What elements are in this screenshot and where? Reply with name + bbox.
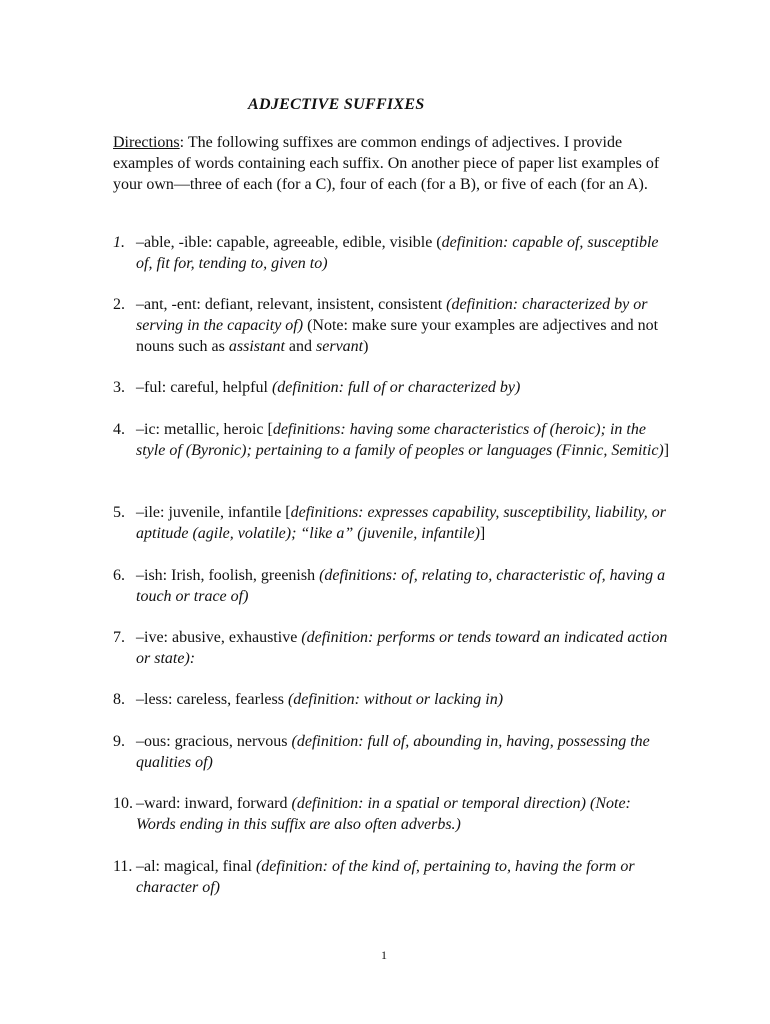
item-note-word-2: servant — [316, 338, 364, 355]
item-definition: (definition: performs or tends toward an indicated action or state): — [136, 629, 668, 667]
list-item-4 — [113, 419, 673, 461]
item-after: ] — [663, 442, 670, 459]
item-number: 8. — [113, 691, 125, 708]
item-definition: definitions: expresses capability, susceptibility, liability, or aptitude (agile, volatile); “like a” (juvenile, infantile) — [136, 504, 666, 542]
item-number: 10. — [113, 795, 133, 812]
item-definition: (definitions: of, relating to, characteristic of, having a touch or trace of) — [136, 567, 666, 605]
item-number: 7. — [113, 629, 125, 646]
item-definition: (definition: of the kind of, pertaining to, having the form or character of) — [136, 858, 635, 896]
item-definition: definition: capable of, susceptible of, fit for, tending to, given to) — [136, 234, 659, 272]
item-text: –able, -ible: capable, agreeable, edible, visible ( — [136, 234, 442, 251]
directions-text: : The following suffixes are common endings of adjectives. I provide examples of words containing each suffix. On another piece of paper list examples of your own—three of each (for a C), four of each (for a B), or five of each (for an A). — [113, 134, 660, 193]
item-definition: (definition: in a spatial or temporal direction) (Note: Words ending in this suffix are also often adverbs.) — [136, 795, 631, 833]
item-text: –ic: metallic, heroic [ — [136, 421, 273, 438]
list-item-10 — [113, 793, 673, 835]
item-number: 4. — [113, 421, 125, 438]
item-number: 9. — [113, 733, 125, 750]
item-number: 6. — [113, 567, 125, 584]
item-number: 1. — [113, 234, 125, 251]
item-note-mid: and — [284, 338, 317, 355]
list-item-7 — [113, 627, 673, 669]
item-note-end: ) — [363, 338, 369, 355]
directions-label: Directions — [113, 134, 180, 151]
list-item-5 — [113, 502, 673, 544]
list-item-9 — [113, 731, 673, 773]
item-text: –ant, -ent: defiant, relevant, insistent, consistent — [136, 296, 447, 313]
item-text: –ous: gracious, nervous — [136, 733, 292, 750]
item-definition: definitions: having some characteristics of (heroic); in the style of (Byronic); pertaining to a family of peoples or languages (Finnic, Semitic) — [136, 421, 664, 459]
list-item-6 — [113, 565, 673, 607]
item-text: –ish: Irish, foolish, greenish — [136, 567, 320, 584]
directions-paragraph — [113, 132, 665, 195]
item-number: 3. — [113, 379, 125, 396]
item-text: –ful: careful, helpful — [136, 379, 272, 396]
item-definition: (definition: full of or characterized by) — [271, 379, 521, 396]
item-text: –ive: abusive, exhaustive — [136, 629, 302, 646]
list-item-3 — [113, 377, 673, 398]
item-text: –ward: inward, forward — [136, 795, 292, 812]
item-note: (Note: make sure your examples are adjectives and not nouns such as — [136, 317, 659, 355]
list-item-11 — [113, 856, 673, 898]
item-definition: (definition: without or lacking in) — [287, 691, 504, 708]
item-definition: (definition: characterized by or serving in the capacity of) — [136, 296, 648, 334]
item-text: –al: magical, final — [136, 858, 256, 875]
item-text: –ile: juvenile, infantile [ — [136, 504, 291, 521]
page-number: 1 — [381, 948, 387, 962]
item-number: 11. — [113, 858, 133, 875]
item-number: 5. — [113, 504, 125, 521]
item-after: ] — [479, 525, 486, 542]
list-item-8 — [113, 689, 673, 710]
item-number: 2. — [113, 296, 125, 313]
item-text: –less: careless, fearless — [136, 691, 288, 708]
list-item-2 — [113, 294, 673, 357]
item-definition: (definition: full of, abounding in, having, possessing the qualities of) — [136, 733, 650, 771]
item-note-word-1: assistant — [228, 338, 285, 355]
list-item-1 — [113, 232, 673, 274]
page-title: ADJECTIVE SUFFIXES — [248, 96, 425, 113]
